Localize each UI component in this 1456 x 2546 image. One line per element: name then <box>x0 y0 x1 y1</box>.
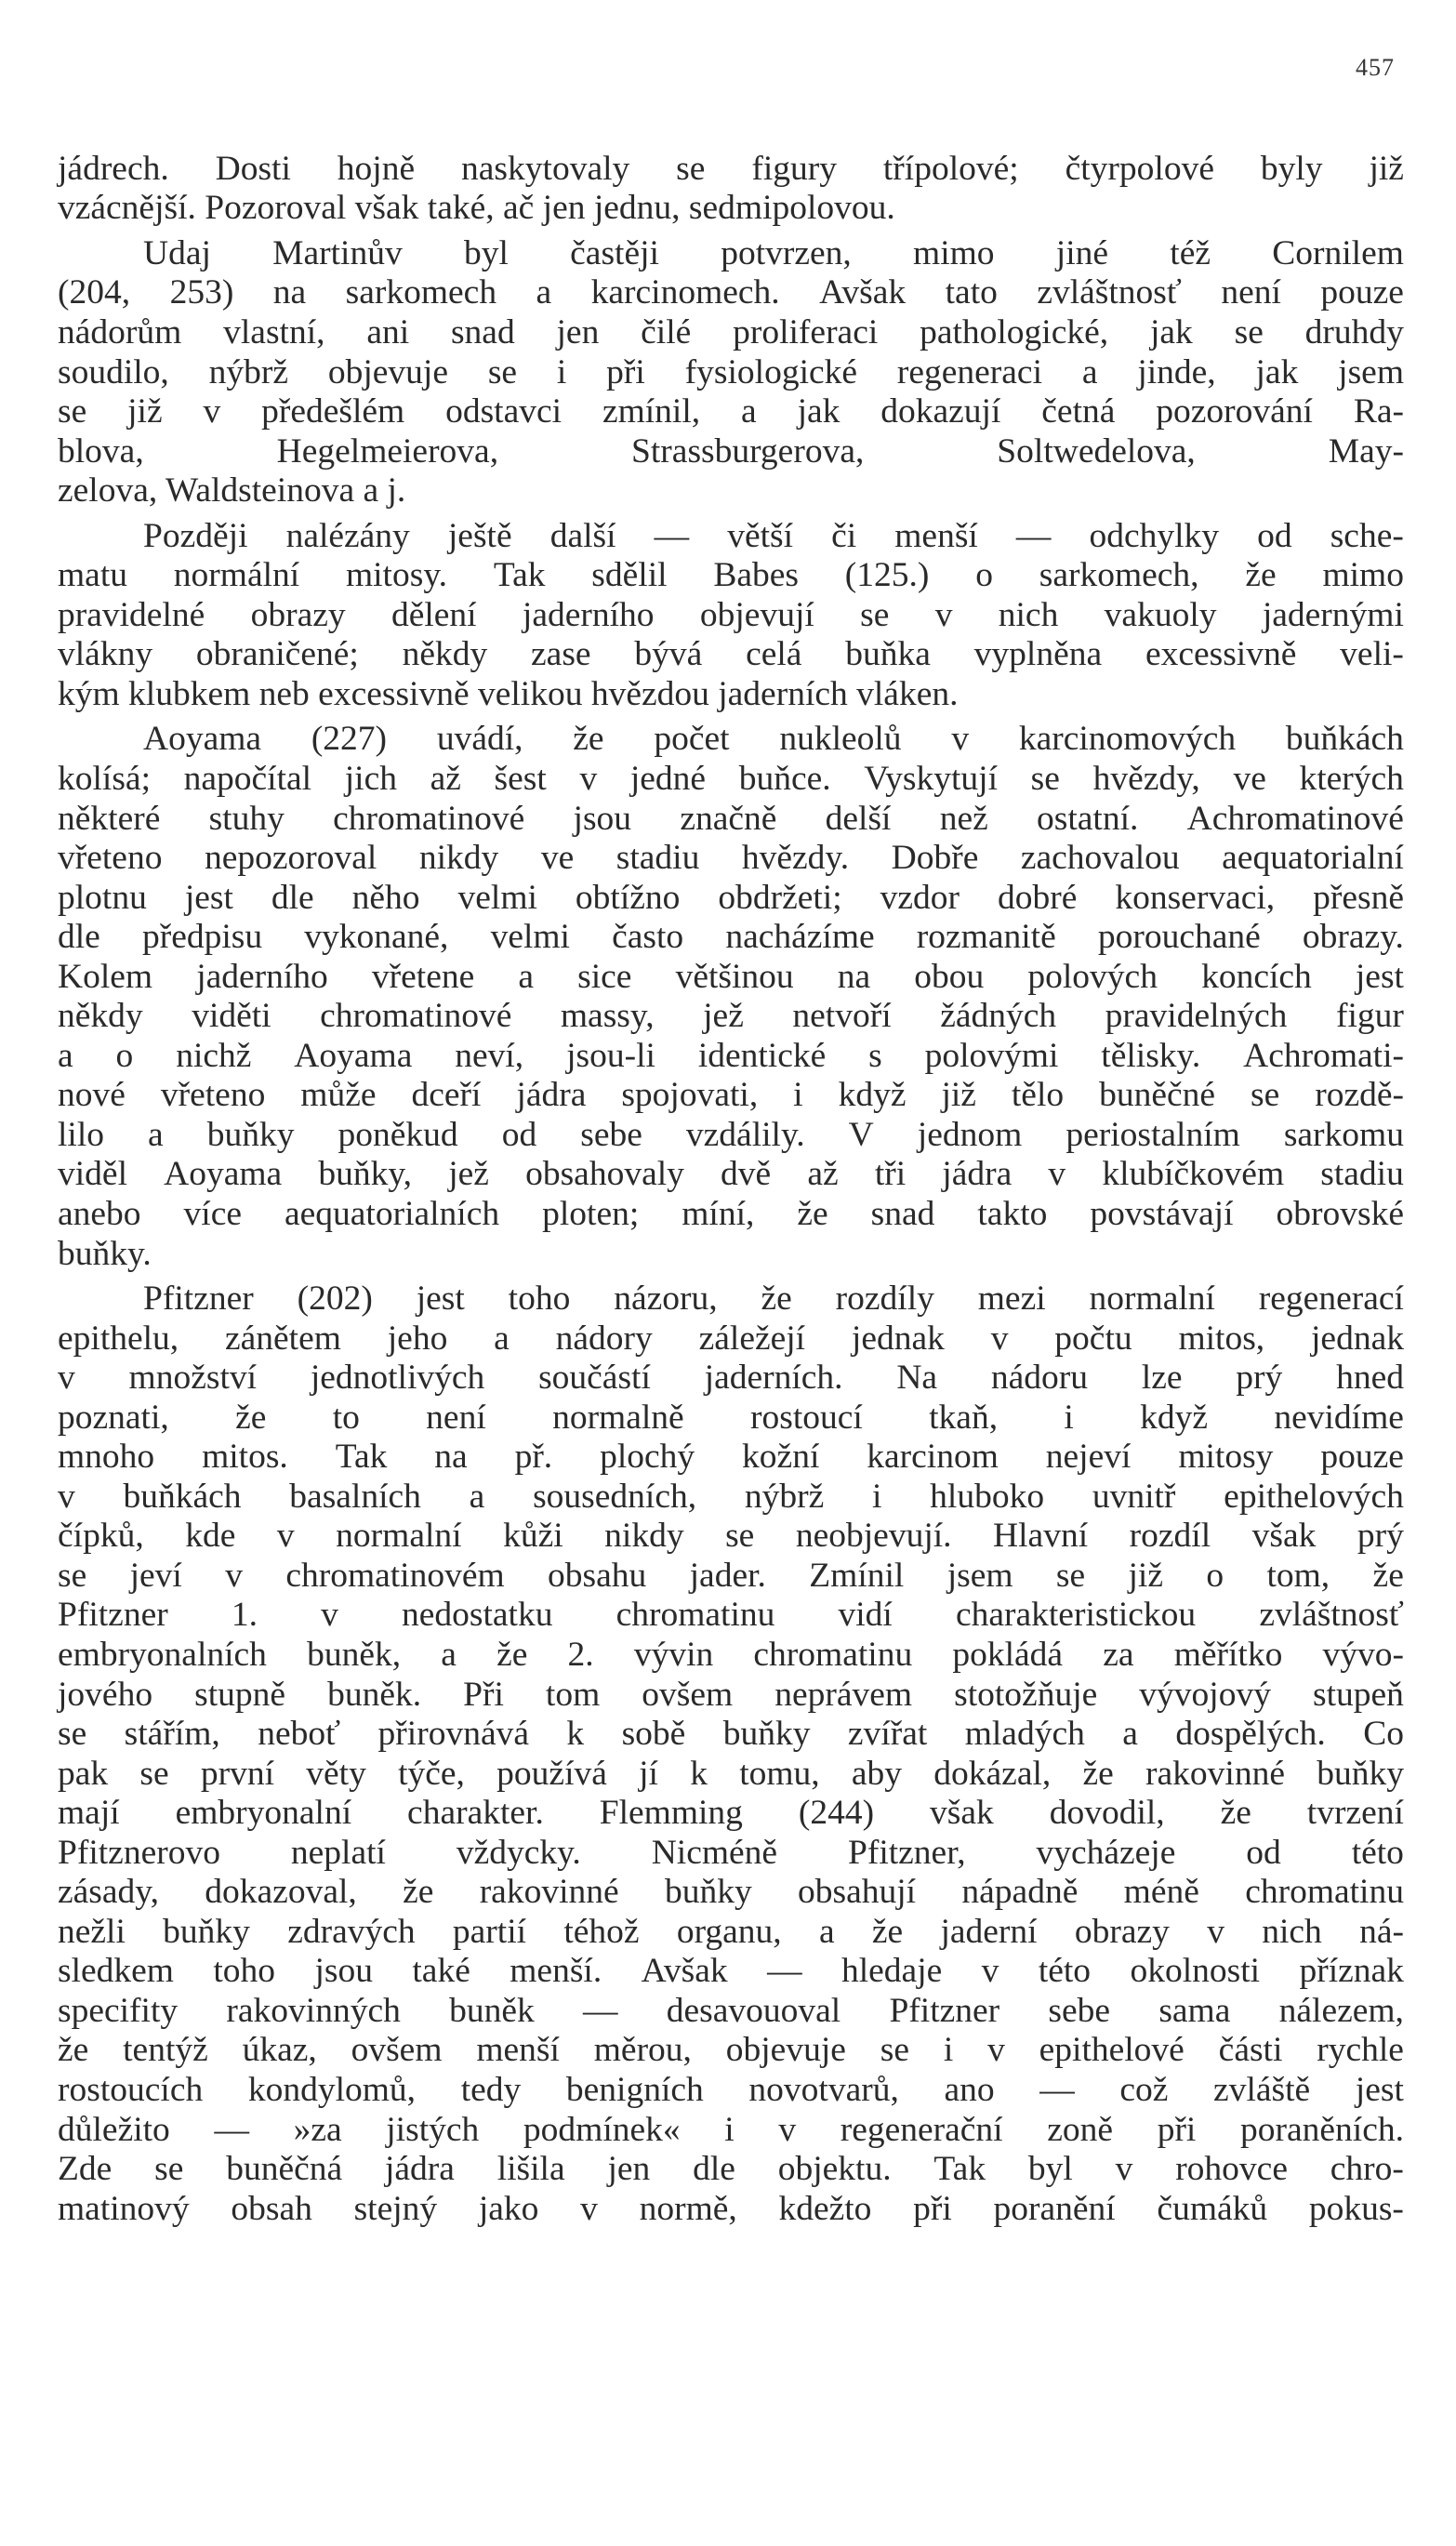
text-line: buňky. <box>58 1234 152 1273</box>
text-line: zásady, dokazoval, že rakovinné buňky obsahují nápadně méně chromatinu <box>58 1873 1404 1912</box>
text-line: v množství jednotlivých součástí jaderních. Na nádoru lze prý hned <box>58 1359 1404 1398</box>
text-line: Udaj Martinův byl častěji potvrzen, mimo jiné též Cornilem <box>143 233 1404 272</box>
text-line: kým klubkem neb excessivně velikou hvězdou jaderních vláken. <box>58 674 959 713</box>
text-line: Zde se buněčná jádra lišila jen dle objektu. Tak byl v rohovce chro- <box>58 2150 1404 2189</box>
text-line: zelova, Waldsteinova a j. <box>58 471 406 511</box>
text-line: někdy viděti chromatinové massy, jež netvoří žádných pravidelných figur <box>58 997 1404 1036</box>
text-line: rostoucích kondylomů, tedy benigních novotvarů, ano — což zvláště jest <box>58 2071 1404 2110</box>
paragraph <box>58 233 1404 511</box>
text-line: mnoho mitos. Tak na př. plochý kožní karcinom nejeví mitosy pouze <box>58 1438 1404 1477</box>
text-line: Kolem jaderního vřetene a sice většinou na obou polových koncích jest <box>58 957 1404 996</box>
text-line: pravidelné obrazy dělení jaderního objevují se v nich vakuoly jadernými <box>58 595 1404 634</box>
text-line: čípků, kde v normalní kůži nikdy se neobjevují. Hlavní rozdíl však prý <box>58 1517 1404 1556</box>
page-number: 457 <box>1356 54 1395 81</box>
text-line: důležito — »za jistých podmínek« i v regenerační zoně při poraněních. <box>58 2110 1404 2149</box>
text-line: (204, 253) na sarkomech a karcinomech. Avšak tato zvláštnosť není pouze <box>58 273 1404 312</box>
text-line: jádrech. Dosti hojně naskytovaly se figury třípolové; čtyrpolové byly již <box>58 149 1404 188</box>
text-line: lilo a buňky poněkud od sebe vzdálily. V jednom periostalním sarkomu <box>58 1115 1404 1154</box>
text-line: poznati, že to není normalně rostoucí tkaň, i když nevidíme <box>58 1398 1404 1437</box>
text-line: kolísá; napočítal jich až šest v jedné buňce. Vyskytují se hvězdy, ve kterých <box>58 759 1404 798</box>
text-line: mají embryonalní charakter. Flemming (244) však dovodil, že tvrzení <box>58 1794 1404 1833</box>
text-line: epithelu, zánětem jeho a nádory záležejí jednak v počtu mitos, jednak <box>58 1319 1404 1358</box>
text-line: soudilo, nýbrž objevuje se i při fysiologické regeneraci a jinde, jak jsem <box>58 352 1404 391</box>
paragraph <box>58 1279 1404 2228</box>
text-line: nádorům vlastní, ani snad jen čilé proliferaci pathologické, jak se druhdy <box>58 312 1404 351</box>
text-line: nové vřeteno může dceří jádra spojovati, i když již tělo buněčné se rozdě- <box>58 1076 1404 1115</box>
text-line: některé stuhy chromatinové jsou značně delší než ostatní. Achromatinové <box>58 799 1404 838</box>
text-line: embryonalních buněk, a že 2. vývin chromatinu pokládá za měřítko vývo- <box>58 1636 1404 1675</box>
text-line: vlákny obraničené; někdy zase bývá celá buňka vyplněna excessivně veli- <box>58 635 1404 674</box>
text-line: že tentýž úkaz, ovšem menší měrou, objevuje se i v epithelové části rychle <box>58 2031 1404 2070</box>
text-line: vřeteno nepozoroval nikdy ve stadiu hvězdy. Dobře zachovalou aequatorialní <box>58 839 1404 878</box>
text-line: blova, Hegelmeierova, Strassburgerova, Soltwedelova, May- <box>58 431 1404 471</box>
paragraph <box>58 720 1404 1274</box>
text-line: Aoyama (227) uvádí, že počet nukleolů v karcinomových buňkách <box>143 720 1404 759</box>
text-line: se jeví v chromatinovém obsahu jader. Zmínil jsem se již o tom, že <box>58 1556 1404 1595</box>
text-line: Pfitznerovo neplatí vždycky. Nicméně Pfitzner, vycházeje od této <box>58 1833 1404 1872</box>
text-line: viděl Aoyama buňky, jež obsahovaly dvě až tři jádra v klubíčkovém stadiu <box>58 1155 1404 1194</box>
text-line: nežli buňky zdravých partií téhož organu, a že jaderní obrazy v nich ná- <box>58 1912 1404 1951</box>
text-line: pak se první věty týče, používá jí k tomu, aby dokázal, že rakovinné buňky <box>58 1754 1404 1793</box>
text-line: se již v předešlém odstavci zmínil, a jak dokazují četná pozorování Ra- <box>58 392 1404 431</box>
text-line: matu normální mitosy. Tak sdělil Babes (125.) o sarkomech, že mimo <box>58 556 1404 595</box>
text-line: Pfitzner 1. v nedostatku chromatinu vidí charakteristickou zvláštnosť <box>58 1596 1404 1635</box>
body-text <box>58 149 1404 2228</box>
text-line: specifity rakovinných buněk — desavouoval Pfitzner sebe sama nálezem, <box>58 1991 1404 2030</box>
text-line: v buňkách basalních a sousedních, nýbrž i hluboko uvnitř epithelových <box>58 1477 1404 1516</box>
text-line: a o nichž Aoyama neví, jsou-li identické s polovými tělisky. Achromati- <box>58 1036 1404 1075</box>
text-line: plotnu jest dle něho velmi obtížno obdržeti; vzdor dobré konservaci, přesně <box>58 878 1404 917</box>
text-line: se stářím, neboť přirovnává k sobě buňky zvířat mladých a dospělých. Co <box>58 1715 1404 1754</box>
paragraph <box>58 516 1404 714</box>
text-line: Pfitzner (202) jest toho názoru, že rozdíly mezi normalní regenerací <box>143 1280 1404 1319</box>
text-line: vzácnější. Pozoroval však také, ač jen jednu, sedmipolovou. <box>58 189 895 228</box>
text-line: anebo více aequatorialních ploten; míní, že snad takto povstávají obrovské <box>58 1195 1404 1233</box>
paragraph <box>58 149 1404 228</box>
text-line: jového stupně buněk. Při tom ovšem neprávem stotožňuje vývojový stupeň <box>58 1675 1404 1714</box>
text-line: Později nalézány ještě další — větší či menší — odchylky od sche- <box>143 516 1404 555</box>
text-line: matinový obsah stejný jako v normě, kdežto při poranění čumáků pokus- <box>58 2189 1404 2228</box>
text-line: dle předpisu vykonané, velmi často nacházíme rozmanitě porouchané obrazy. <box>58 918 1404 957</box>
text-line: sledkem toho jsou také menší. Avšak — hledaje v této okolnosti příznak <box>58 1952 1404 1991</box>
